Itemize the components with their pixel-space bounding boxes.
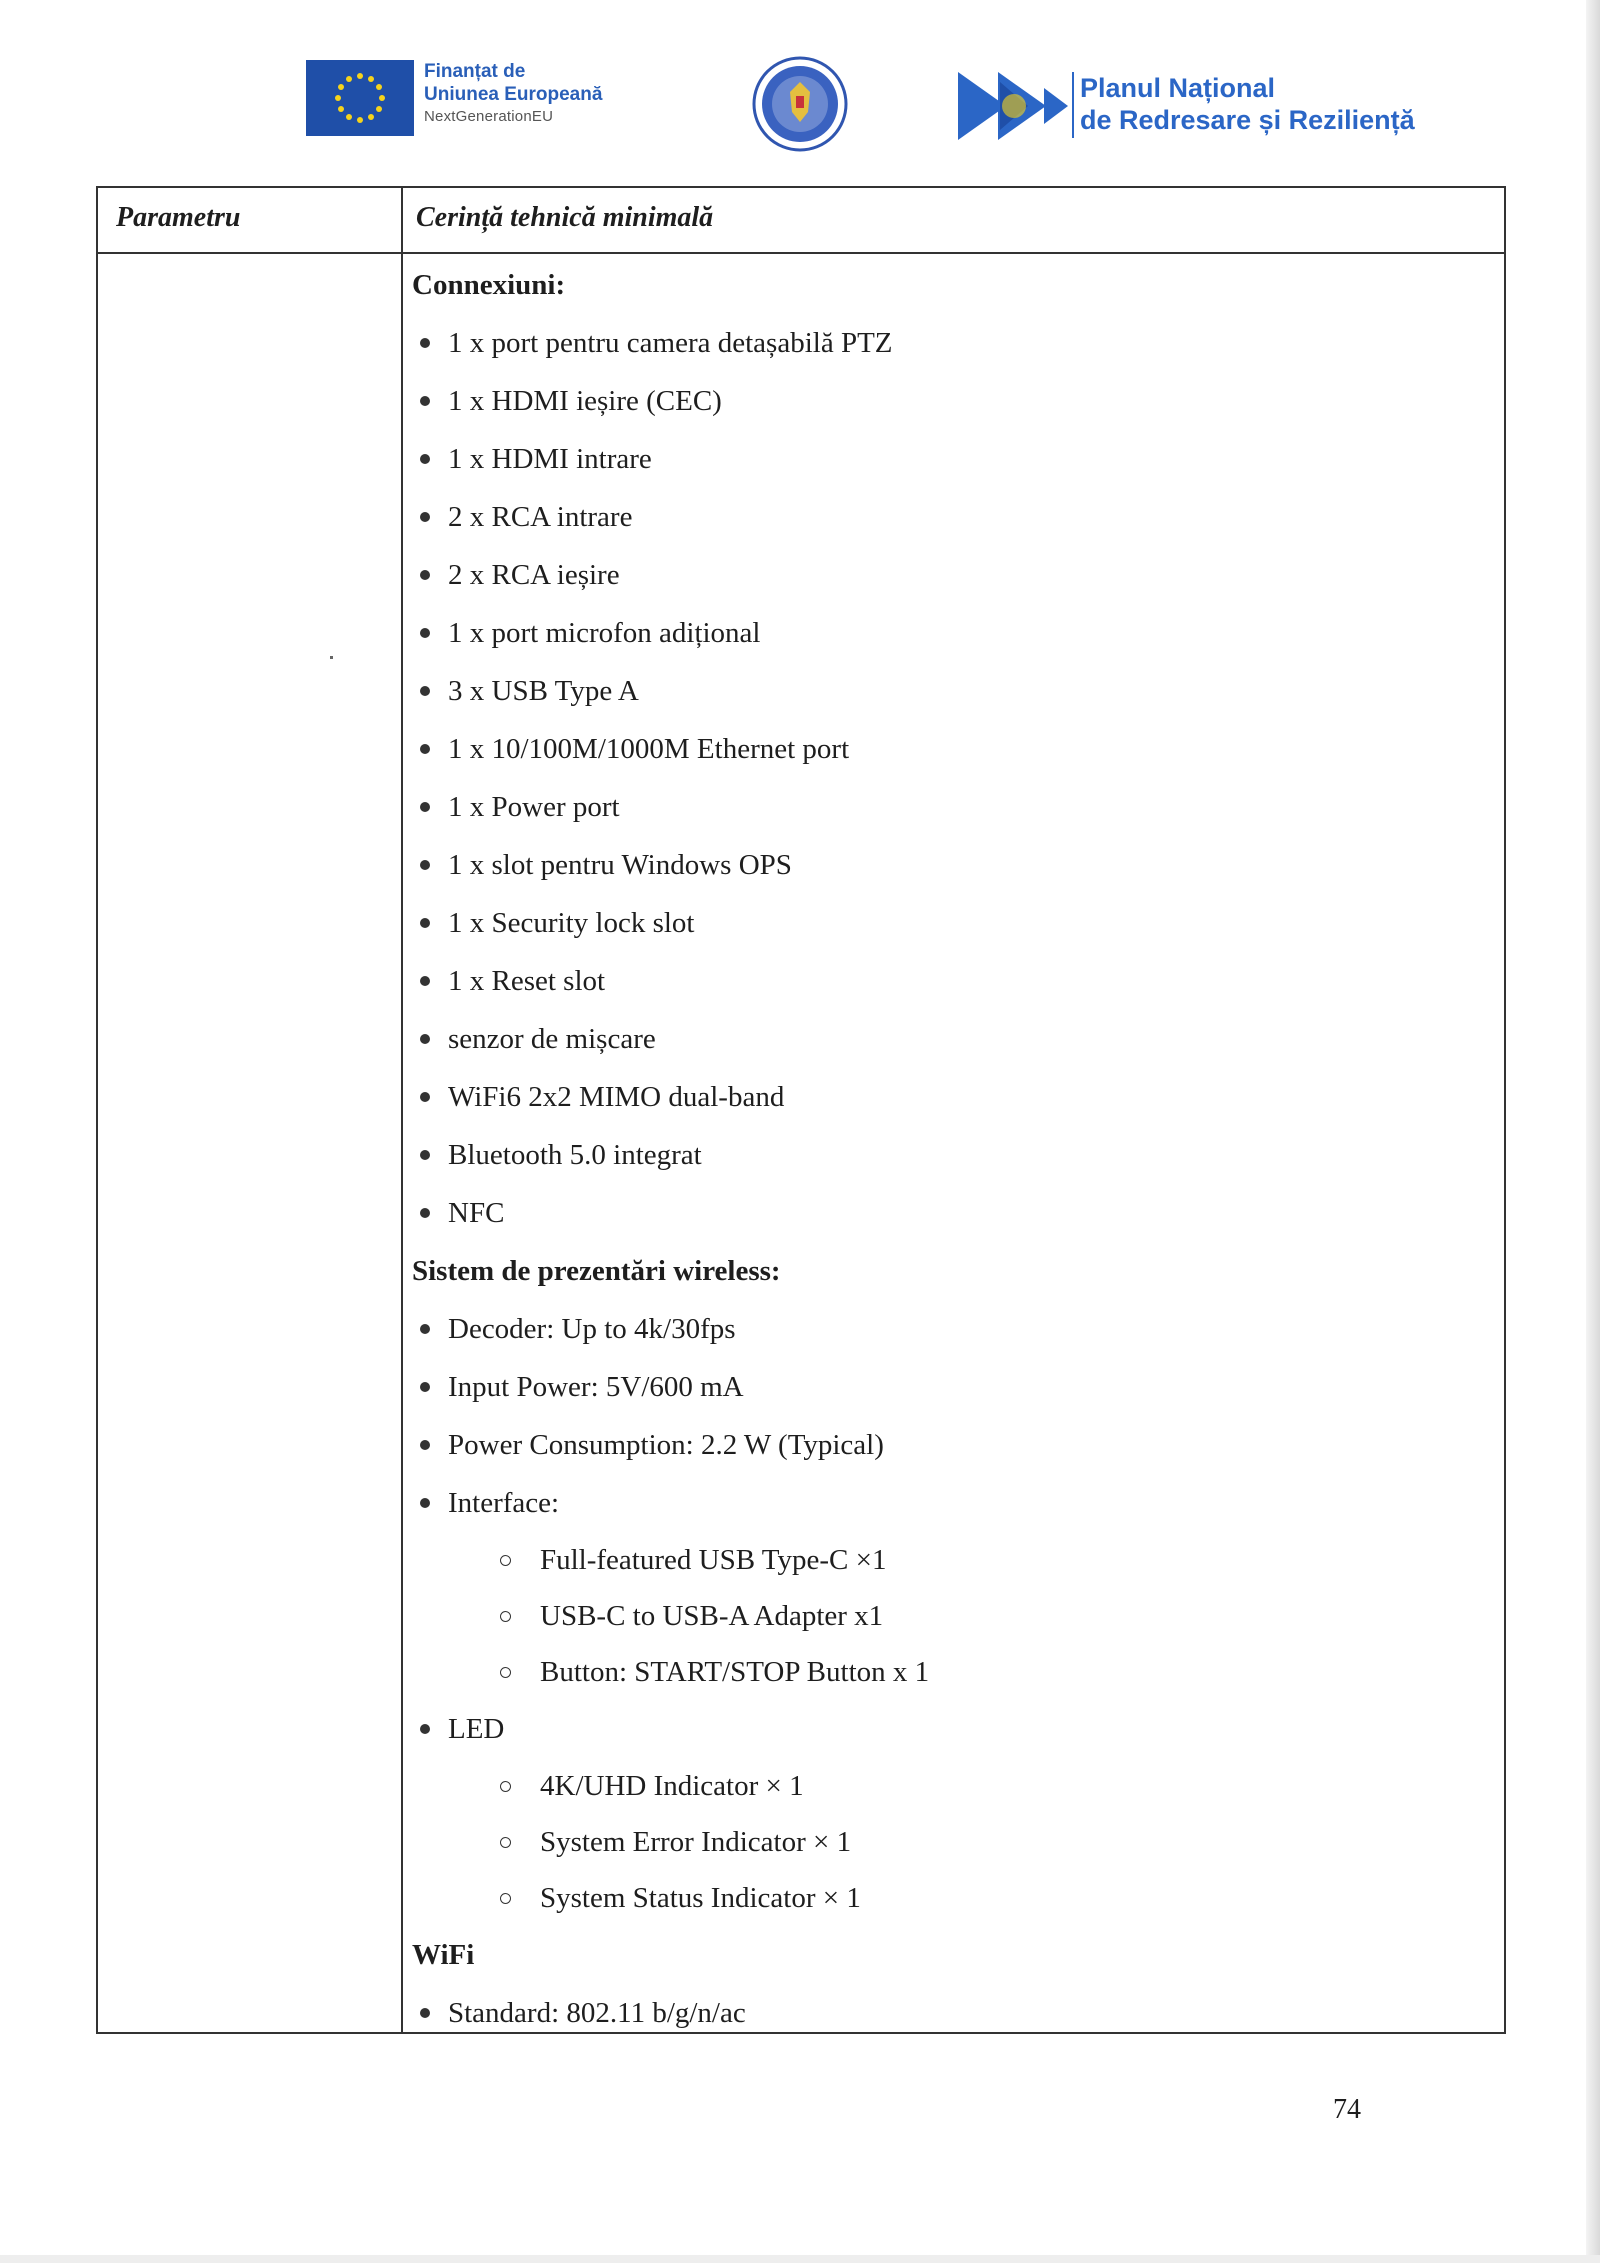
sub-list-item-text: Full-featured USB Type-C ×1 (540, 1544, 887, 1576)
list-item-text: LED (448, 1713, 505, 1745)
bullet-icon (420, 2008, 430, 2018)
bullet-icon (420, 454, 430, 464)
scan-speck (330, 656, 333, 659)
hollow-bullet-icon (500, 1781, 511, 1792)
list-item-text: 1 x HDMI ieșire (CEC) (448, 385, 722, 417)
hollow-bullet-icon (500, 1555, 511, 1566)
bullet-icon (420, 512, 430, 522)
eu-flag-icon (306, 60, 414, 136)
column-header-parameter: Parametru (116, 202, 241, 233)
scan-edge-shadow (1586, 0, 1600, 2263)
bullet-icon (420, 1382, 430, 1392)
section-title-wifi: WiFi (412, 1939, 475, 1971)
bullet-icon (420, 1034, 430, 1044)
bullet-icon (420, 570, 430, 580)
page-header (0, 52, 1600, 162)
list-item-text: 1 x HDMI intrare (448, 443, 652, 475)
list-item (408, 1068, 1488, 1126)
bullet-icon (420, 1324, 430, 1334)
spec-table (96, 186, 1506, 2034)
pnrr-separator (1072, 72, 1074, 138)
hollow-bullet-icon (500, 1667, 511, 1678)
sub-list-item-text: USB-C to USB-A Adapter x1 (540, 1600, 884, 1632)
sub-list-item (408, 1588, 1488, 1644)
scan-bottom-shadow (0, 2255, 1600, 2263)
list-item-text: Decoder: Up to 4k/30fps (448, 1313, 736, 1345)
bullet-icon (420, 1724, 430, 1734)
list-item (408, 372, 1488, 430)
list-item (408, 778, 1488, 836)
sub-list-item-text: System Error Indicator × 1 (540, 1826, 852, 1858)
list-item-text: 3 x USB Type A (448, 675, 639, 707)
pnrr-line-1: Planul Național (1080, 73, 1276, 103)
eu-line-3: NextGenerationEU (424, 108, 554, 125)
list-item-text: 2 x RCA ieșire (448, 559, 620, 591)
sub-list-item-text: Button: START/STOP Button x 1 (540, 1656, 930, 1688)
list-item (408, 604, 1488, 662)
list-item (408, 488, 1488, 546)
list-item (408, 1358, 1488, 1416)
list-item-text: Bluetooth 5.0 integrat (448, 1139, 702, 1171)
sub-list-item (408, 1758, 1488, 1814)
bullet-icon (420, 802, 430, 812)
bullet-icon (420, 1208, 430, 1218)
column-divider (401, 188, 403, 2032)
hollow-bullet-icon (500, 1837, 511, 1848)
bullet-icon (420, 1092, 430, 1102)
eu-funding-text (424, 60, 602, 128)
bullet-icon (420, 1440, 430, 1450)
bullet-icon (420, 1498, 430, 1508)
list-item (408, 1184, 1488, 1242)
pnrr-title (1080, 72, 1415, 136)
list-item (408, 662, 1488, 720)
eu-line-1: Finanțat de (424, 61, 526, 82)
requirements-cell (408, 256, 1488, 2042)
list-item-text: 2 x RCA intrare (448, 501, 633, 533)
list-item-text: Interface: (448, 1487, 560, 1519)
list-item-text: 1 x port microfon adițional (448, 617, 761, 649)
list-item-text: NFC (448, 1197, 505, 1229)
list-item (408, 1300, 1488, 1358)
list-item (408, 430, 1488, 488)
sub-list-item (408, 1532, 1488, 1588)
list-item-text: 1 x 10/100M/1000M Ethernet port (448, 733, 850, 765)
pnrr-line-2: de Redresare și Reziliență (1080, 105, 1415, 135)
list-item-text: 1 x Reset slot (448, 965, 606, 997)
list-item (408, 894, 1488, 952)
sub-list-item (408, 1644, 1488, 1700)
section-title-wireless: Sistem de prezentări wireless: (412, 1255, 781, 1287)
list-item-text: Input Power: 5V/600 mA (448, 1371, 744, 1403)
bullet-icon (420, 918, 430, 928)
government-seal-icon (752, 56, 848, 152)
page-number: 74 (1333, 2094, 1361, 2125)
eu-line-2: Uniunea Europeană (424, 84, 603, 105)
list-item (408, 1126, 1488, 1184)
list-item (408, 546, 1488, 604)
list-item (408, 314, 1488, 372)
bullet-icon (420, 338, 430, 348)
hollow-bullet-icon (500, 1611, 511, 1622)
bullet-icon (420, 396, 430, 406)
list-item-text: 1 x slot pentru Windows OPS (448, 849, 792, 881)
list-item-text: Power Consumption: 2.2 W (Typical) (448, 1429, 884, 1461)
list-item (408, 1474, 1488, 1532)
section-title-connections: Connexiuni: (412, 269, 566, 301)
hollow-bullet-icon (500, 1893, 511, 1904)
bullet-icon (420, 976, 430, 986)
list-item-text: WiFi6 2x2 MIMO dual-band (448, 1081, 785, 1113)
sub-list-item (408, 1870, 1488, 1926)
bullet-icon (420, 628, 430, 638)
sub-list-item-text: 4K/UHD Indicator × 1 (540, 1770, 804, 1802)
list-item (408, 1984, 1488, 2042)
list-item-text: Standard: 802.11 b/g/n/ac (448, 1997, 746, 2029)
header-row-divider (98, 252, 1504, 254)
list-item-text: senzor de mișcare (448, 1023, 656, 1055)
bullet-icon (420, 860, 430, 870)
bullet-icon (420, 1150, 430, 1160)
list-item-text: 1 x Security lock slot (448, 907, 695, 939)
list-item (408, 836, 1488, 894)
list-item (408, 1010, 1488, 1068)
list-item (408, 1416, 1488, 1474)
list-item-text: 1 x port pentru camera detașabilă PTZ (448, 327, 893, 359)
pnrr-arrow-icon (958, 68, 1078, 144)
list-item (408, 1700, 1488, 1758)
list-item (408, 952, 1488, 1010)
bullet-icon (420, 686, 430, 696)
sub-list-item (408, 1814, 1488, 1870)
column-header-requirement: Cerință tehnică minimală (416, 202, 714, 233)
list-item-text: 1 x Power port (448, 791, 620, 823)
bullet-icon (420, 744, 430, 754)
sub-list-item-text: System Status Indicator × 1 (540, 1882, 861, 1914)
list-item (408, 720, 1488, 778)
